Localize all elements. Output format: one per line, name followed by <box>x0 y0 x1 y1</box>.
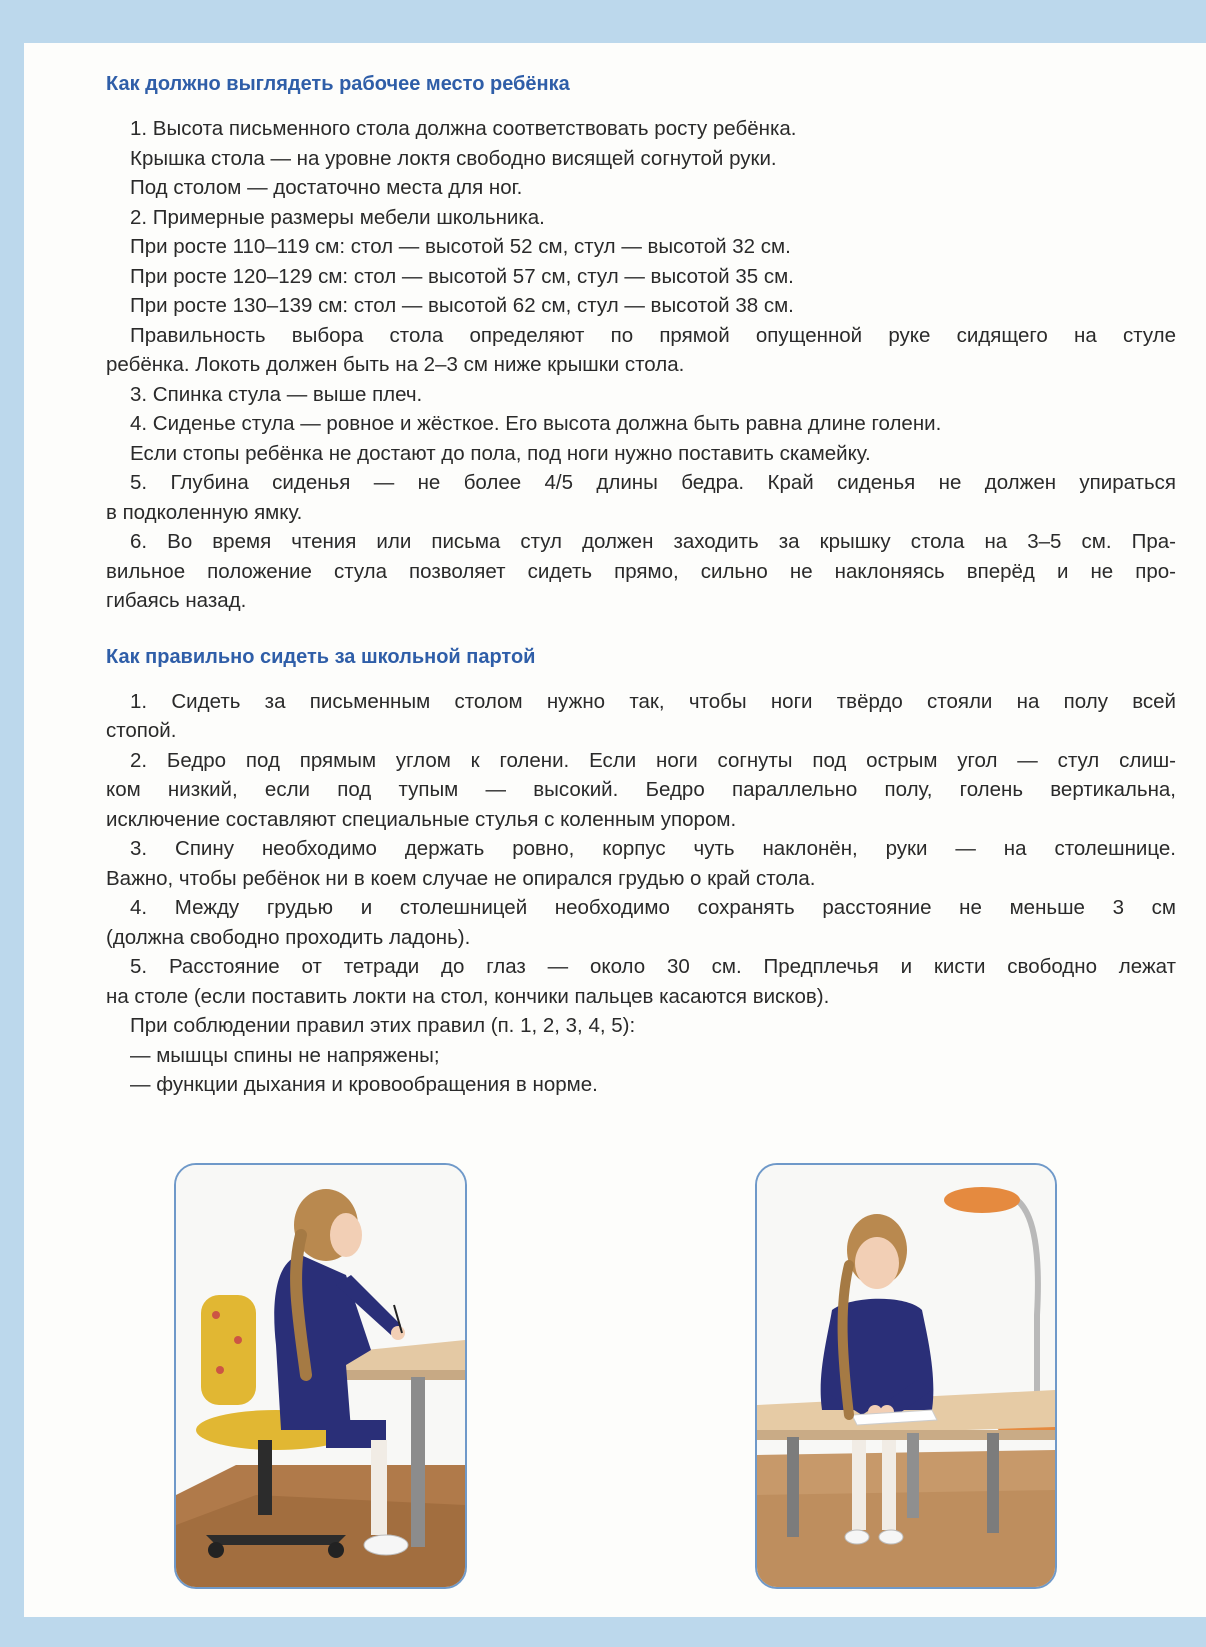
paragraph <box>106 203 1176 233</box>
paragraph <box>106 262 1176 292</box>
paragraph <box>106 291 1176 321</box>
paragraph <box>106 687 1176 746</box>
text-line: При росте 120–129 см: стол — высотой 57 см, стул — высотой 35 см. <box>130 264 794 288</box>
text-line: 4. Между грудью и столешницей необходимо сохранять расстояние не меньше 3 см <box>130 896 1176 919</box>
paragraph <box>106 321 1176 380</box>
paragraph <box>106 232 1176 262</box>
section-body <box>106 114 1176 616</box>
text-line: При росте 110–119 см: стол — высотой 52 см, стул — высотой 32 см. <box>130 235 791 258</box>
text-line: Важно, чтобы ребёнок ни в коем случае не опирался грудью о край стола. <box>106 866 816 890</box>
text-line: вильное положение стула позволяет сидеть прямо, сильно не наклоняясь вперёд и не про- <box>106 559 1176 583</box>
paragraph <box>106 173 1176 203</box>
paragraph <box>106 1041 1176 1071</box>
text-line: 3. Спинка стула — выше плеч. <box>130 382 423 406</box>
paragraph <box>106 144 1176 174</box>
section-heading: Как правильно сидеть за школьной партой <box>106 645 536 668</box>
text-line: 2. Примерные размеры мебели школьника. <box>130 205 545 229</box>
text-line: на столе (если поставить локти на стол, кончики пальцев касаются висков). <box>106 984 830 1008</box>
text-line: гибаясь назад. <box>106 589 247 612</box>
paragraph <box>106 409 1176 439</box>
section-heading: Как должно выглядеть рабочее место ребёнка <box>106 73 570 95</box>
document-page <box>24 43 1206 1617</box>
paragraph <box>106 114 1176 144</box>
girl-front-view-illustration <box>757 1165 1055 1587</box>
text-line: Под столом — достаточно места для ног. <box>130 176 523 199</box>
text-line: ребёнка. Локоть должен быть на 2–3 см ниже крышки стола. <box>106 353 685 376</box>
paragraph <box>106 1011 1176 1041</box>
text-line: При соблюдении правил этих правил (п. 1, 2, 3, 4, 5): <box>130 1014 636 1037</box>
paragraph <box>106 439 1176 469</box>
text-line: — мышцы спины не напряжены; <box>130 1043 440 1067</box>
text-line: 3. Спину необходимо держать ровно, корпус чуть наклонён, руки — на столешнице. <box>130 837 1176 860</box>
paragraph <box>106 952 1176 1011</box>
text-line: 2. Бедро под прямым углом к голени. Если ноги согнуты под острым угол — стул слиш- <box>130 748 1176 772</box>
text-line: 1. Высота письменного стола должна соответствовать росту ребёнка. <box>130 117 797 140</box>
paragraph <box>106 834 1176 893</box>
girl-side-view-illustration <box>176 1165 465 1587</box>
text-line: При росте 130–139 см: стол — высотой 62 см, стул — высотой 38 см. <box>130 294 794 317</box>
paragraph <box>106 380 1176 410</box>
section-body <box>106 687 1176 1100</box>
text-line: исключение составляют специальные стулья с коленным упором. <box>106 807 737 831</box>
text-line: в подколенную ямку. <box>106 500 303 524</box>
paragraph <box>106 893 1176 952</box>
photo-side-view <box>174 1163 467 1589</box>
text-line: Правильность выбора стола определяют по прямой опущенной руке сидящего на стуле <box>130 323 1176 347</box>
text-line: стопой. <box>106 719 177 742</box>
paragraph <box>106 468 1176 527</box>
text-line: 6. Во время чтения или письма стул должен заходить за крышку стола на 3–5 см. Пра- <box>130 530 1176 553</box>
text-line: 4. Сиденье стула — ровное и жёсткое. Его высота должна быть равна длине голени. <box>130 412 942 435</box>
text-line: (должна свободно проходить ладонь). <box>106 925 471 949</box>
text-line: Если стопы ребёнка не достают до пола, под ноги нужно поставить скамейку. <box>130 441 871 465</box>
text-line: 5. Расстояние от тетради до глаз — около 30 см. Предплечья и кисти свободно лежат <box>130 955 1176 978</box>
text-line: ком низкий, если под тупым — высокий. Бедро параллельно полу, голень вертикальна, <box>106 778 1176 801</box>
paragraph <box>106 746 1176 835</box>
text-line: 5. Глубина сиденья — не более 4/5 длины бедра. Край сиденья не должен упираться <box>130 471 1176 494</box>
text-line: Крышка стола — на уровне локтя свободно висящей согнутой руки. <box>130 146 777 170</box>
photo-front-view <box>755 1163 1057 1589</box>
paragraph <box>106 527 1176 616</box>
text-line: — функции дыхания и кровообращения в норме. <box>130 1073 598 1096</box>
photos-row <box>24 1163 1206 1603</box>
paragraph <box>106 1070 1176 1100</box>
text-line: 1. Сидеть за письменным столом нужно так, чтобы ноги твёрдо стояли на полу всей <box>130 689 1176 713</box>
document-content <box>106 71 1176 1100</box>
